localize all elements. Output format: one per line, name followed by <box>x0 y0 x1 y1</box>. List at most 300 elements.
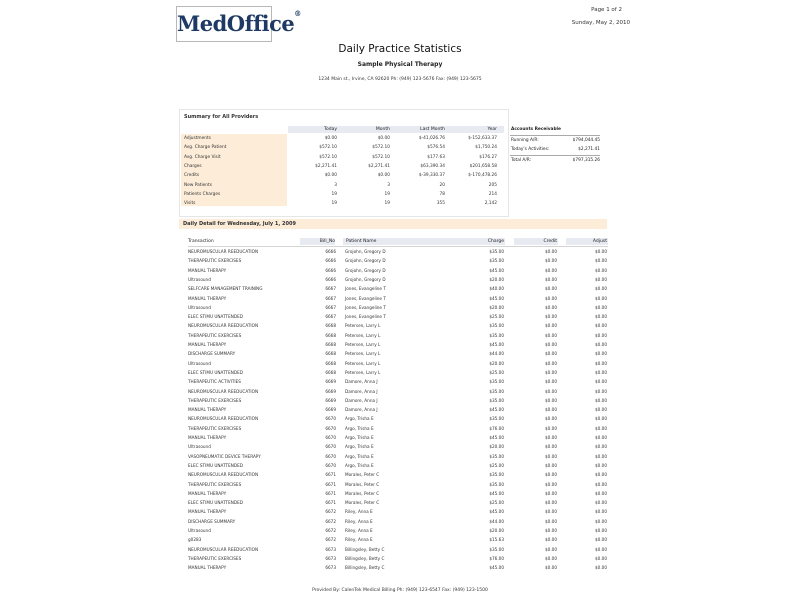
summary-row-label: Avg. Charge Visit <box>184 154 221 160</box>
summary-cell: 19 <box>384 201 390 207</box>
bill-no-cell: 6669 <box>325 407 336 413</box>
adjust-cell: $0.00 <box>595 500 607 506</box>
charge-cell: $25.00 <box>489 369 504 375</box>
adjust-cell: $0.00 <box>595 342 607 347</box>
adjust-cell: $0.00 <box>595 360 607 366</box>
adjust-cell: $0.00 <box>595 397 607 403</box>
transaction-cell: Ultrasound <box>188 444 211 450</box>
bill-no-cell: 6673 <box>325 565 336 571</box>
report-title: Daily Practice Statistics <box>338 43 462 55</box>
bill-no-cell: 6668 <box>325 332 336 338</box>
table-row <box>0 545 800 554</box>
credit-cell: $0.00 <box>545 360 557 366</box>
transaction-cell: THERAPEUTIC EXERCISES <box>188 332 242 338</box>
transaction-cell: Ultrasound <box>188 360 211 366</box>
adjust-cell: $0.00 <box>595 444 607 450</box>
credit-cell: $0.00 <box>545 249 557 254</box>
credit-cell: $0.00 <box>545 407 557 413</box>
table-row <box>0 480 800 489</box>
summary-cell: $201,658.58 <box>469 163 497 169</box>
summary-cell: 3 <box>334 182 337 188</box>
bill-no-cell: 6672 <box>325 537 336 543</box>
charge-cell: $35.00 <box>489 416 504 422</box>
patient-name-cell: Petersen, Larry L <box>345 332 381 338</box>
bill-no-cell: 6670 <box>325 435 336 440</box>
summary-col-header: Month <box>375 127 390 132</box>
transaction-cell: THERAPEUTIC EXERCISES <box>188 397 242 403</box>
credit-cell: $0.00 <box>545 537 557 543</box>
table-row <box>0 349 800 358</box>
summary-cell: 355 <box>436 201 445 207</box>
table-row <box>0 563 800 572</box>
credit-cell: $0.00 <box>545 490 557 496</box>
bill-no-cell: 6673 <box>325 546 336 552</box>
patient-name-cell: Damore, Anna J <box>345 388 378 394</box>
summary-cell: $0.00 <box>324 173 337 179</box>
patient-name-cell: Petersen, Larry L <box>345 369 381 375</box>
table-row <box>0 517 800 526</box>
charge-cell: $25.00 <box>489 314 504 320</box>
ar-title: Accounts Receivable <box>511 127 561 132</box>
summary-row-label: Charges <box>184 163 202 169</box>
bill-no-cell: 6666 <box>325 258 336 264</box>
bill-no-cell: 6670 <box>325 453 336 459</box>
ar-divider <box>510 135 600 136</box>
adjust-cell: $0.00 <box>595 453 607 459</box>
adjust-cell: $0.00 <box>595 332 607 338</box>
patient-name-cell: Argo, Trisha E <box>345 444 374 450</box>
patient-name-cell: Petersen, Larry L <box>345 351 381 357</box>
charge-cell: $44.00 <box>489 518 504 524</box>
adjust-cell: $0.00 <box>595 509 607 515</box>
credit-cell: $0.00 <box>545 304 557 310</box>
credit-cell: $0.00 <box>545 444 557 450</box>
table-row <box>0 266 800 275</box>
table-row <box>0 284 800 293</box>
credit-cell: $0.00 <box>545 286 557 292</box>
credit-cell: $0.00 <box>545 509 557 515</box>
summary-row-label: Credits <box>184 173 200 179</box>
summary-row-label: Visits <box>184 201 196 207</box>
bill-no-cell: 6670 <box>325 425 336 431</box>
summary-cell: $-152,633.37 <box>468 136 497 141</box>
transaction-cell: MANUAL THERAPY <box>188 295 227 301</box>
bill-no-cell: 6668 <box>325 351 336 357</box>
credit-cell: $0.00 <box>545 314 557 320</box>
patient-name-cell: Damore, Anna J <box>345 379 378 385</box>
credit-cell: $0.00 <box>545 351 557 357</box>
transaction-cell: ELEC STIMU UNATTENDED <box>188 314 243 320</box>
charge-cell: $35.00 <box>489 472 504 478</box>
patient-name-cell: Jones, Evangeline T <box>345 286 386 292</box>
credit-cell: $0.00 <box>545 462 557 468</box>
summary-cell: $176.27 <box>479 154 497 160</box>
table-row <box>0 303 800 312</box>
ar-row-label: Today's Activities: <box>511 147 550 152</box>
transaction-cell: THERAPEUTIC EXERCISES <box>188 258 242 264</box>
transaction-cell: Ultrasound <box>188 304 211 310</box>
credit-cell: $0.00 <box>545 267 557 273</box>
transaction-cell: MANUAL THERAPY <box>188 342 227 347</box>
summary-cell: $0.00 <box>377 136 390 141</box>
summary-cell: $2,271.41 <box>368 163 390 169</box>
table-row <box>0 275 800 284</box>
summary-cell: 19 <box>384 191 390 197</box>
transaction-cell: NEUROMUSCULAR REEDUCATION <box>188 472 259 478</box>
table-row <box>0 331 800 340</box>
charge-cell: $20.00 <box>489 528 504 533</box>
adjust-cell: $0.00 <box>595 276 607 282</box>
charge-cell: $15.63 <box>489 537 504 543</box>
credit-cell: $0.00 <box>545 425 557 431</box>
bill-no-cell: 6669 <box>325 397 336 403</box>
bill-no-cell: 6667 <box>325 286 336 292</box>
credit-cell: $0.00 <box>545 323 557 329</box>
patient-name-cell: Riley, Anna E <box>345 509 373 515</box>
summary-cell: $63,390.34 <box>420 163 445 169</box>
charge-cell: $20.00 <box>489 304 504 310</box>
logo-registered-mark: ® <box>294 9 301 18</box>
patient-name-cell: Billingsley, Betty C <box>345 565 385 571</box>
ar-divider <box>510 155 600 156</box>
adjust-cell: $0.00 <box>595 379 607 385</box>
charge-cell: $76.00 <box>489 555 504 561</box>
adjust-cell: $0.00 <box>595 565 607 571</box>
bill-no-cell: 6672 <box>325 518 336 524</box>
bill-no-cell: 6670 <box>325 462 336 468</box>
adjust-cell: $0.00 <box>595 323 607 329</box>
summary-cell: $-39,330.37 <box>418 173 445 179</box>
table-row <box>0 526 800 535</box>
practice-name: Sample Physical Therapy <box>357 61 443 68</box>
adjust-cell: $0.00 <box>595 286 607 292</box>
credit-cell: $0.00 <box>545 555 557 561</box>
report-date: Sunday, May 2, 2010 <box>571 20 630 26</box>
patient-name-cell: Argo, Trisha E <box>345 462 374 468</box>
charge-cell: $35.00 <box>489 332 504 338</box>
patient-name-cell: Riley, Anna E <box>345 537 373 543</box>
table-row <box>0 470 800 479</box>
transaction-cell: MANUAL THERAPY <box>188 565 227 571</box>
summary-cell: $572.10 <box>319 154 337 160</box>
adjust-cell: $0.00 <box>595 518 607 524</box>
credit-cell: $0.00 <box>545 379 557 385</box>
credit-cell: $0.00 <box>545 472 557 478</box>
bill-no-cell: 6668 <box>325 342 336 347</box>
credit-cell: $0.00 <box>545 528 557 533</box>
credit-cell: $0.00 <box>545 332 557 338</box>
transaction-cell: ELEC STIMU UNATTENDED <box>188 462 243 468</box>
transaction-cell: SELFCARE MANAGEMENT TRAINING <box>188 286 263 292</box>
transaction-cell: MANUAL THERAPY <box>188 435 227 440</box>
adjust-cell: $0.00 <box>595 351 607 357</box>
charge-cell: $35.00 <box>489 453 504 459</box>
credit-cell: $0.00 <box>545 388 557 394</box>
table-row <box>0 424 800 433</box>
summary-cell: $177.63 <box>427 154 445 160</box>
transaction-cell: NEUROMUSCULAR REEDUCATION <box>188 546 259 552</box>
bill-no-cell: 6666 <box>325 249 336 254</box>
table-row <box>0 377 800 386</box>
report-footer: Provided By: CalenTek Medical Billing Ph: (949) 123-6547 Fax: (949) 123-1500 <box>312 588 488 593</box>
summary-cell: $-41,026.76 <box>418 136 445 141</box>
bill-no-cell: 6666 <box>325 276 336 282</box>
patient-name-cell: Morales, Peter C <box>345 481 380 487</box>
summary-cell: $0.00 <box>377 173 390 179</box>
charge-cell: $45.00 <box>489 509 504 515</box>
summary-cell: 214 <box>488 191 497 197</box>
charge-cell: $45.00 <box>489 565 504 571</box>
credit-cell: $0.00 <box>545 565 557 571</box>
transaction-cell: ELEC STIMU UNATTENDED <box>188 500 243 506</box>
patient-name-cell: Grojohn, Gregory D <box>345 249 386 254</box>
credit-cell: $0.00 <box>545 369 557 375</box>
table-row <box>0 414 800 423</box>
credit-cell: $0.00 <box>545 276 557 282</box>
table-row <box>0 452 800 461</box>
credit-cell: $0.00 <box>545 416 557 422</box>
patient-name-cell: Morales, Peter C <box>345 472 380 478</box>
charge-cell: $35.00 <box>489 481 504 487</box>
summary-cell: $1,750.24 <box>475 145 497 151</box>
summary-col-header: Last Month <box>420 127 445 132</box>
bill-no-cell: 6672 <box>325 528 336 533</box>
table-row <box>0 321 800 330</box>
logo-text: MedOffice <box>177 11 295 36</box>
patient-name-cell: Billingsley, Betty C <box>345 555 385 561</box>
ar-row-value: $2,271.41 <box>578 147 600 152</box>
patient-name-cell: Riley, Anna E <box>345 528 373 533</box>
credit-cell: $0.00 <box>545 342 557 347</box>
ar-row-value: $794,044.45 <box>572 138 600 143</box>
bill-no-cell: 6667 <box>325 304 336 310</box>
adjust-cell: $0.00 <box>595 528 607 533</box>
credit-cell: $0.00 <box>545 397 557 403</box>
transaction-cell: g0283 <box>188 537 202 543</box>
patient-name-cell: Petersen, Larry L <box>345 342 381 347</box>
credit-cell: $0.00 <box>545 295 557 301</box>
adjust-cell: $0.00 <box>595 304 607 310</box>
adjust-cell: $0.00 <box>595 425 607 431</box>
detail-title: Daily Detail for Wednesday, July 1, 2009 <box>183 221 296 227</box>
charge-cell: $44.00 <box>489 351 504 357</box>
transaction-cell: THERAPEUTIC EXERCISES <box>188 425 242 431</box>
patient-name-cell: Argo, Trisha E <box>345 416 374 422</box>
col-bill-no-header: Bill_No <box>319 239 335 244</box>
charge-cell: $35.00 <box>489 546 504 552</box>
table-row <box>0 294 800 303</box>
summary-row-label: New Patients <box>184 182 212 188</box>
charge-cell: $20.00 <box>489 444 504 450</box>
transaction-cell: VASOPNEUMATIC DEVICE THERAPY <box>188 453 261 459</box>
bill-no-cell: 6670 <box>325 444 336 450</box>
page-number: Page 1 of 2 <box>591 7 622 13</box>
transaction-cell: DISCHARGE SUMMARY <box>188 351 236 357</box>
summary-cell: 19 <box>331 191 337 197</box>
charge-cell: $45.00 <box>489 342 504 347</box>
table-row <box>0 387 800 396</box>
bill-no-cell: 6668 <box>325 360 336 366</box>
col-transaction-header: Transaction <box>188 239 214 244</box>
bill-no-cell: 6669 <box>325 388 336 394</box>
transaction-cell: Ultrasound <box>188 528 211 533</box>
charge-cell: $20.00 <box>489 276 504 282</box>
adjust-cell: $0.00 <box>595 490 607 496</box>
patient-name-cell: Argo, Trisha E <box>345 453 374 459</box>
charge-cell: $25.00 <box>489 500 504 506</box>
transaction-cell: THERAPEUTIC EXERCISES <box>188 481 242 487</box>
summary-row-label: Avg. Charge Patient <box>184 145 227 151</box>
table-row <box>0 368 800 377</box>
adjust-cell: $0.00 <box>595 472 607 478</box>
patient-name-cell: Damore, Anna J <box>345 397 378 403</box>
table-row <box>0 247 800 256</box>
bill-no-cell: 6669 <box>325 379 336 385</box>
patient-name-cell: Argo, Trisha E <box>345 435 374 440</box>
charge-cell: $25.00 <box>489 462 504 468</box>
summary-col-header: Year <box>487 127 497 132</box>
credit-cell: $0.00 <box>545 546 557 552</box>
adjust-cell: $0.00 <box>595 267 607 273</box>
table-row <box>0 442 800 451</box>
transaction-cell: DISCHARGE SUMMARY <box>188 518 236 524</box>
charge-cell: $45.00 <box>489 267 504 273</box>
summary-cell: $572.10 <box>372 154 390 160</box>
bill-no-cell: 6670 <box>325 416 336 422</box>
bill-no-cell: 6671 <box>325 481 336 487</box>
summary-cell: $0.00 <box>324 136 337 141</box>
adjust-cell: $0.00 <box>595 369 607 375</box>
table-row <box>0 405 800 414</box>
col-credit-header: Credit <box>543 239 557 244</box>
credit-cell: $0.00 <box>545 258 557 264</box>
adjust-cell: $0.00 <box>595 249 607 254</box>
medoffice-logo <box>176 6 301 42</box>
patient-name-cell: Grojohn, Gregory D <box>345 267 386 273</box>
adjust-cell: $0.00 <box>595 555 607 561</box>
table-row <box>0 498 800 507</box>
adjust-cell: $0.00 <box>595 295 607 301</box>
patient-name-cell: Grojohn, Gregory D <box>345 258 386 264</box>
adjust-cell: $0.00 <box>595 481 607 487</box>
table-row <box>0 507 800 516</box>
table-row <box>0 340 800 349</box>
ar-row-value: $797,315.26 <box>572 158 600 163</box>
patient-name-cell: Jones, Evangeline T <box>345 304 386 310</box>
adjust-cell: $0.00 <box>595 258 607 264</box>
adjust-cell: $0.00 <box>595 435 607 440</box>
patient-name-cell: Damore, Anna J <box>345 407 378 413</box>
bill-no-cell: 6667 <box>325 295 336 301</box>
adjust-cell: $0.00 <box>595 546 607 552</box>
table-row <box>0 359 800 368</box>
bill-no-cell: 6671 <box>325 500 336 506</box>
transaction-cell: MANUAL THERAPY <box>188 490 227 496</box>
table-row <box>0 554 800 563</box>
transaction-cell: NEUROMUSCULAR REEDUCATION <box>188 249 259 254</box>
transaction-cell: MANUAL THERAPY <box>188 509 227 515</box>
patient-name-cell: Morales, Peter C <box>345 500 380 506</box>
bill-no-cell: 6666 <box>325 267 336 273</box>
table-row <box>0 461 800 470</box>
patient-name-cell: Billingsley, Betty C <box>345 546 385 552</box>
transaction-cell: NEUROMUSCULAR REEDUCATION <box>188 388 259 394</box>
patient-name-cell: Petersen, Larry L <box>345 323 381 329</box>
summary-title: Summary for All Providers <box>184 114 259 120</box>
summary-cell: $572.10 <box>319 145 337 151</box>
summary-col-header: Today <box>323 127 337 132</box>
table-row <box>0 396 800 405</box>
summary-cell: $572.10 <box>372 145 390 151</box>
table-row <box>0 535 800 544</box>
ar-row-label: Running A/R: <box>511 138 539 143</box>
charge-cell: $35.00 <box>489 397 504 403</box>
charge-cell: $40.00 <box>489 286 504 292</box>
credit-cell: $0.00 <box>545 435 557 440</box>
charge-cell: $20.00 <box>489 360 504 366</box>
bill-no-cell: 6667 <box>325 314 336 320</box>
summary-row-label: Patients Charges <box>184 191 221 197</box>
charge-cell: $35.00 <box>489 249 504 254</box>
summary-cell: $576.54 <box>427 145 445 151</box>
adjust-cell: $0.00 <box>595 388 607 394</box>
summary-cell: 78 <box>439 191 445 197</box>
transaction-cell: ELEC STIMU UNATTENDED <box>188 369 243 375</box>
charge-cell: $35.00 <box>489 379 504 385</box>
bill-no-cell: 6668 <box>325 323 336 329</box>
charge-cell: $76.00 <box>489 425 504 431</box>
practice-address: 1234 Main st., Irvine, CA 92620 Ph: (949) 123-5676 Fax: (949) 123-5675 <box>318 77 482 82</box>
adjust-cell: $0.00 <box>595 416 607 422</box>
adjust-cell: $0.00 <box>595 537 607 543</box>
adjust-cell: $0.00 <box>595 462 607 468</box>
patient-name-cell: Jones, Evangeline T <box>345 295 386 301</box>
transaction-cell: THERAPEUTIC ACTIVITIES <box>188 379 241 385</box>
transaction-cell: MANUAL THERAPY <box>188 267 227 273</box>
table-row <box>0 433 800 442</box>
col-charge-header: Charge <box>487 239 504 244</box>
summary-cell: $2,271.41 <box>315 163 337 169</box>
patient-name-cell: Jones, Evangeline T <box>345 314 386 320</box>
col-adjust-header: Adjust <box>592 239 607 244</box>
patient-name-cell: Petersen, Larry L <box>345 360 381 366</box>
transaction-cell: MANUAL THERAPY <box>188 407 227 413</box>
credit-cell: $0.00 <box>545 500 557 506</box>
table-row <box>0 312 800 321</box>
credit-cell: $0.00 <box>545 481 557 487</box>
adjust-cell: $0.00 <box>595 314 607 320</box>
summary-cell: 205 <box>488 182 497 188</box>
patient-name-cell: Riley, Anna E <box>345 518 373 524</box>
bill-no-cell: 6673 <box>325 555 336 561</box>
transaction-cell: NEUROMUSCULAR REEDUCATION <box>188 416 259 422</box>
charge-cell: $35.00 <box>489 258 504 264</box>
summary-cell: 3 <box>387 182 390 188</box>
summary-cell: 20 <box>439 182 445 188</box>
charge-cell: $45.00 <box>489 490 504 496</box>
bill-no-cell: 6671 <box>325 490 336 496</box>
patient-name-cell: Argo, Trisha E <box>345 425 374 431</box>
summary-cell: $-170,478.26 <box>468 173 497 179</box>
summary-cell: 2,142 <box>484 201 497 207</box>
table-row <box>0 256 800 265</box>
bill-no-cell: 6672 <box>325 509 336 515</box>
transaction-cell: NEUROMUSCULAR REEDUCATION <box>188 323 259 329</box>
ar-row-label: Total A/R: <box>511 158 532 163</box>
charge-cell: $45.00 <box>489 295 504 301</box>
transaction-cell: THERAPEUTIC EXERCISES <box>188 555 242 561</box>
table-row <box>0 489 800 498</box>
